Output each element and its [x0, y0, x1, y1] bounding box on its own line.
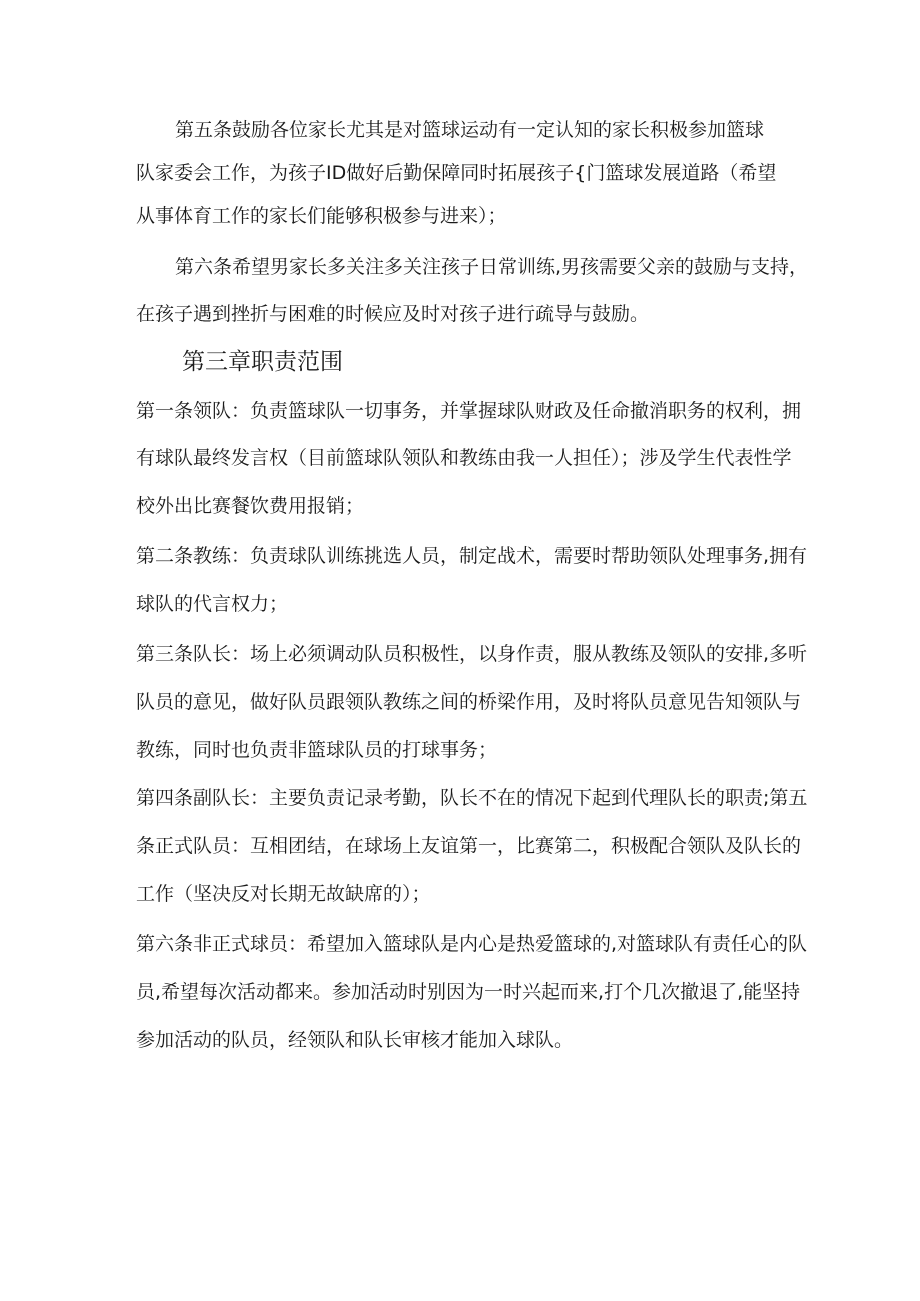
paragraph-line: 从事体育工作的家长们能够积极参与进来）； [136, 205, 507, 227]
paragraph-line: 队员的意见，做好队员跟领队教练之间的桥梁作用，及时将队员意见告知领队与 [136, 691, 802, 713]
paragraph-line: 条正式队员：互相团结，在球场上友谊第一，比赛第二，积极配合领队及队长的 [136, 835, 802, 857]
paragraph-line: 有球队最终发言权（目前篮球队领队和教练由我一人担任）；涉及学生代表性学 [136, 447, 792, 469]
paragraph-line: 球队的代言权力； [136, 593, 289, 615]
paragraph-line: 参加活动的队员，经领队和队长审核才能加入球队。 [136, 1029, 574, 1051]
paragraph-line: 在孩子遇到挫折与困难的时候应及时对孩子进行疏导与鼓励。 [136, 303, 650, 325]
paragraph-line: 第四条副队长：主要负责记录考勤，队长不在的情况下起到代理队长的职责;第五 [136, 787, 808, 809]
paragraph-line: 第六条非正式球员：希望加入篮球队是内心是热爱篮球的,对篮球队有责任心的队 [136, 933, 808, 955]
paragraph-line: 第三条队长：场上必须调动队员积极性，以身作责，服从教练及领队的安排,多听 [136, 643, 808, 665]
paragraph-line: 工作（坚决反对长期无故缺席的）； [136, 883, 431, 905]
paragraph-line: 第一条领队：负责篮球队一切事务，并掌握球队财政及任命撤消职务的权利，拥 [136, 400, 802, 422]
paragraph-line: 员,希望每次活动都来。参加活动时别因为一时兴起而来,打个几次撤退了,能坚持 [136, 981, 801, 1003]
paragraph-line: 队家委会工作，为孩子ID做好后勤保障同时拓展孩子{门篮球发展道路（希望 [136, 162, 777, 184]
paragraph-line: 第六条希望男家长多关注多关注孩子日常训练,男孩需要父亲的鼓励与支持， [175, 256, 809, 278]
paragraph-line: 第二条教练：负责球队训练挑选人员，制定战术，需要时帮助领队处理事务,拥有 [136, 545, 808, 567]
paragraph-line: 校外出比赛餐饮费用报销； [136, 495, 365, 517]
paragraph-line: 教练，同时也负责非篮球队员的打球事务； [136, 739, 498, 761]
paragraph-line: 第五条鼓励各位家长尤其是对篮球运动有一定认知的家长积极参加篮球 [175, 119, 765, 141]
chapter-heading: 第三章职责范围 [182, 349, 343, 375]
